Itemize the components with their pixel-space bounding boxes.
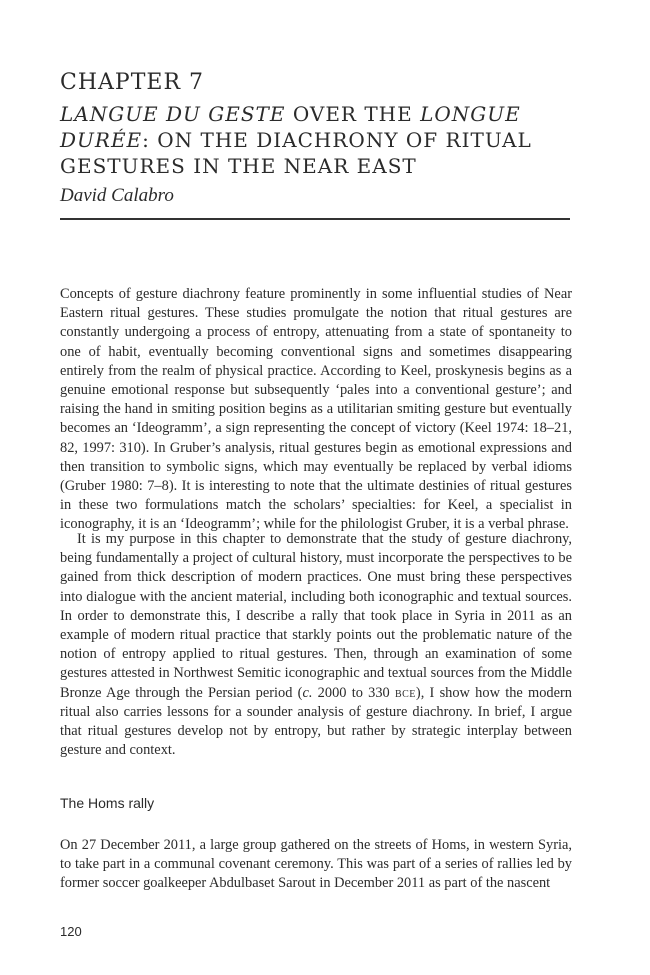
paragraph-2-part-a: It is my purpose in this chapter to demonstrate that the study of gesture diachrony, being fundamentally a project of cultural history, must incorporate the perspectives to be gained from thick description of modern practices. One must bring these perspectives into dialogue with the ancient material, including both iconographic and textual sources. In order to demonstrate this, I describe a rally that took place in Syria in 2011 as an example of modern ritual practice that starkly points out the problematic nature of the notion of entropy applied to ritual gestures. Then, through an examination of some gestures attested in Northwest Semitic iconographic and textual sources from the Middle Bronze Age through the Persian period (	[60, 531, 572, 701]
title-italic-phrase: LANGUE DU GESTE	[60, 102, 286, 126]
title-divider	[60, 218, 570, 220]
paragraph-2-part-d: ), I show how the modern ritual also carries lessons for a sounder analysis of gesture diachrony. In brief, I argue that ritual gestures develop not by entropy, but rather by strategic interplay between gesture and context.	[60, 684, 572, 759]
chapter-title-line-1	[60, 101, 580, 127]
page-number: 120	[60, 924, 82, 939]
paragraph-3	[60, 836, 572, 894]
paragraph-1-text: Concepts of gesture diachrony feature prominently in some influential studies of Near Eastern ritual gestures. These studies promulgate the notion that ritual gestures are constantly undergoing a process of entropy, attenuating from a state of spontaneity to one of habit, eventually becoming conventional signs and sometimes disappearing entirely from the realm of physical practice. According to Keel, proskynesis begins as a genuine emotional response but subsequently ‘pales into a conventional gesture’; and raising the hand in smiting position begins as a utilitarian smiting gesture but eventually becomes an ‘Ideogramm’, a sign representing the concept of victory (Keel 1974: 18–21, 82, 1997: 310). In Gruber’s analysis, ritual gestures begin as emotional expressions and then transition to symbolic signs, which may eventually be replaced by verbal idioms (Gruber 1980: 7–8). It is interesting to note that the ultimate destinies of ritual gestures in these two formulations match the scholars’ specialties: for Keel, a specialist in iconography, it is an ‘Ideogramm’; while for the philologist Gruber, it is a verbal phrase.	[60, 286, 572, 533]
chapter-title-line-2	[60, 127, 580, 153]
paragraph-2-text	[60, 530, 572, 760]
chapter-label: CHAPTER 7	[60, 70, 204, 95]
paragraph-2-part-b: 2000 to 330	[312, 684, 395, 701]
circa-abbrev: c.	[302, 684, 313, 701]
paragraph-3-text: On 27 December 2011, a large group gathered on the streets of Homs, in western Syria, to take part in a communal covenant ceremony. This was part of a series of rallies led by former soccer goalkeeper Abdulbaset Sarout in December 2011 as part of the nascent	[60, 837, 572, 892]
author-name: David Calabro	[60, 185, 174, 206]
paragraph-1	[60, 285, 572, 535]
title-italic-word-2: DURÉE	[60, 128, 143, 152]
title-connector: OVER THE	[285, 102, 421, 126]
chapter-title	[60, 101, 580, 179]
paragraph-2	[60, 530, 572, 760]
title-italic-word: LONGUE	[420, 102, 521, 126]
chapter-title-line-3: GESTURES IN THE NEAR EAST	[60, 154, 417, 178]
era-abbrev: bce	[394, 684, 416, 701]
title-subtitle-part: : ON THE DIACHRONY OF RITUAL	[142, 128, 532, 152]
section-heading: The Homs rally	[60, 795, 155, 811]
